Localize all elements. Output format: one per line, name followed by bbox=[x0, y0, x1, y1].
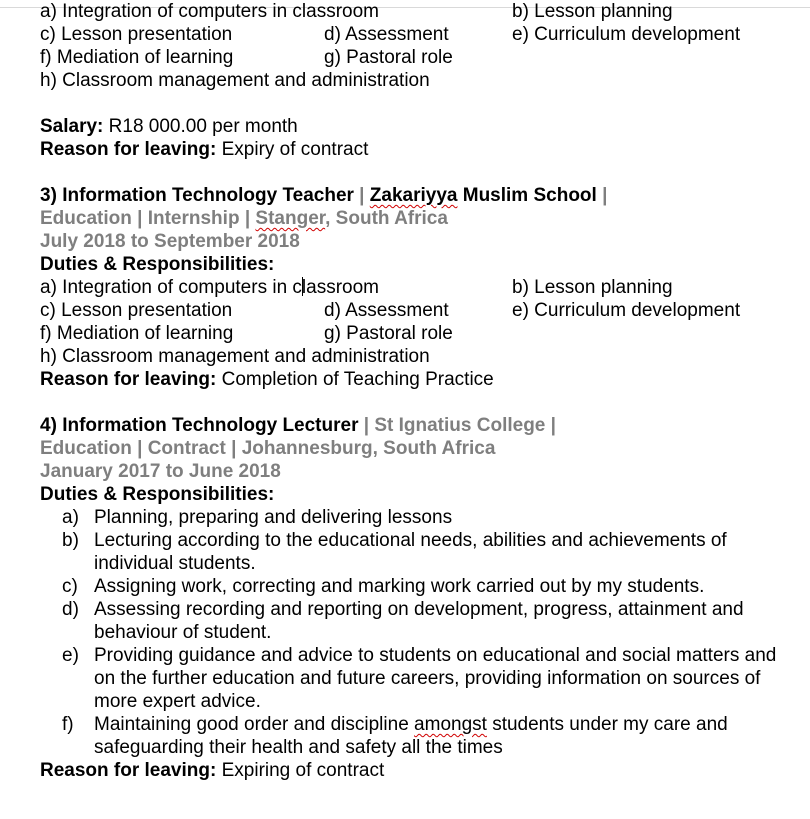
list-item bbox=[40, 575, 800, 598]
list-item bbox=[40, 529, 800, 575]
job3-duty-d: d) Assessment bbox=[324, 300, 449, 321]
job4-reason-leaving-label: Reason for leaving: bbox=[40, 760, 217, 781]
job4-employer: St Ignatius College | bbox=[374, 415, 556, 436]
list-item-text bbox=[94, 714, 728, 758]
duty-d: d) Assessment bbox=[324, 24, 449, 45]
job3-number: 3) bbox=[40, 185, 57, 206]
job3-separator-end: | bbox=[596, 185, 608, 206]
job4-dates-text: January 2017 to June 2018 bbox=[40, 461, 281, 482]
job4-number: 4) bbox=[40, 415, 57, 436]
list-item-label: b) bbox=[62, 530, 79, 551]
job3-duty-f: f) Mediation of learning bbox=[40, 323, 234, 344]
list-item-text-post: students under my care and safeguarding their health and safety all the times bbox=[94, 714, 728, 758]
salary-line bbox=[40, 115, 298, 138]
list-item-text: Providing guidance and advice to students on educational and social matters and on the further education and future careers, providing information on sources of more expert advice. bbox=[94, 645, 777, 712]
job3-heading bbox=[40, 184, 607, 207]
duty-h: h) Classroom management and administration bbox=[40, 70, 430, 91]
job3-duties-heading-text: Duties & Responsibilities: bbox=[40, 254, 275, 275]
job3-separator: | bbox=[353, 185, 370, 206]
job3-duty-b: b) Lesson planning bbox=[512, 277, 673, 298]
job4-duties-heading-text: Duties & Responsibilities: bbox=[40, 484, 275, 505]
list-item bbox=[40, 598, 800, 644]
list-item-label: f) bbox=[62, 714, 74, 735]
list-item-label: e) bbox=[62, 645, 79, 666]
job4-title: Information Technology Lecturer bbox=[62, 415, 359, 436]
job3-dates-text: July 2018 to September 2018 bbox=[40, 231, 300, 252]
duty-b: b) Lesson planning bbox=[512, 1, 673, 22]
job4-duties-list bbox=[40, 506, 800, 759]
job4-meta bbox=[40, 437, 495, 460]
duty-a: a) Integration of computers in classroom bbox=[40, 1, 379, 22]
list-item-label: c) bbox=[62, 576, 78, 597]
list-item-label: a) bbox=[62, 507, 79, 528]
job3-duty-h: h) Classroom management and administration bbox=[40, 346, 430, 367]
job4-heading bbox=[40, 414, 556, 437]
list-item bbox=[40, 506, 800, 529]
job3-meta-a: Education | Internship | bbox=[40, 208, 256, 229]
duty-e: e) Curriculum development bbox=[512, 24, 741, 45]
job3-duty-c: c) Lesson presentation bbox=[40, 300, 233, 321]
job3-duty-a-post: lassroom bbox=[301, 277, 379, 298]
list-item-text: Assigning work, correcting and marking work carried out by my students. bbox=[94, 576, 705, 597]
job3-reason-leaving bbox=[40, 368, 494, 391]
job3-reason-leaving-label: Reason for leaving: bbox=[40, 369, 217, 390]
duty-c: c) Lesson presentation bbox=[40, 24, 233, 45]
job3-title: Information Technology Teacher bbox=[62, 185, 354, 206]
job3-duty-a-pre: a) Integration of computers in c bbox=[40, 277, 302, 298]
reason-leaving-label: Reason for leaving: bbox=[40, 139, 217, 160]
job3-employer-word: Zakariyya bbox=[369, 185, 458, 206]
job3-reason-leaving-value: Completion of Teaching Practice bbox=[216, 369, 494, 390]
job3-meta-place: Stanger bbox=[255, 208, 326, 229]
list-item bbox=[40, 644, 800, 713]
job4-reason-leaving-value: Expiring of contract bbox=[216, 760, 385, 781]
job3-employer-rest: Muslim School bbox=[457, 185, 597, 206]
job3-dates bbox=[40, 230, 300, 253]
list-item-text: Lecturing according to the educational needs, abilities and achievements of individual students. bbox=[94, 530, 727, 574]
job4-reason-leaving bbox=[40, 759, 384, 782]
list-item-text: Planning, preparing and delivering lessons bbox=[94, 507, 453, 528]
reason-leaving-line-2 bbox=[40, 138, 368, 161]
list-item-label: d) bbox=[62, 599, 79, 620]
job3-duty-a bbox=[40, 276, 379, 299]
reason-leaving-value: Expiry of contract bbox=[216, 139, 369, 160]
job4-duties-heading bbox=[40, 483, 274, 506]
job3-duty-g: g) Pastoral role bbox=[324, 323, 453, 344]
salary-label: Salary: bbox=[40, 116, 104, 137]
misspelled-word: amongst bbox=[414, 714, 487, 735]
job4-dates bbox=[40, 460, 281, 483]
job4-meta-text: Education | Contract | Johannesburg, South Africa bbox=[40, 438, 496, 459]
job3-meta bbox=[40, 207, 448, 230]
list-item bbox=[40, 713, 800, 759]
job3-meta-b: , South Africa bbox=[325, 208, 448, 229]
job3-duty-e: e) Curriculum development bbox=[512, 300, 741, 321]
job3-duties-heading bbox=[40, 253, 274, 276]
duty-f: f) Mediation of learning bbox=[40, 47, 234, 68]
job4-separator: | bbox=[358, 415, 375, 436]
list-item-text: Assessing recording and reporting on development, progress, attainment and behaviour of student. bbox=[94, 599, 744, 643]
salary-value: R18 000.00 per month bbox=[103, 116, 298, 137]
duty-g: g) Pastoral role bbox=[324, 47, 453, 68]
list-item-text-pre: Maintaining good order and discipline bbox=[94, 714, 415, 735]
